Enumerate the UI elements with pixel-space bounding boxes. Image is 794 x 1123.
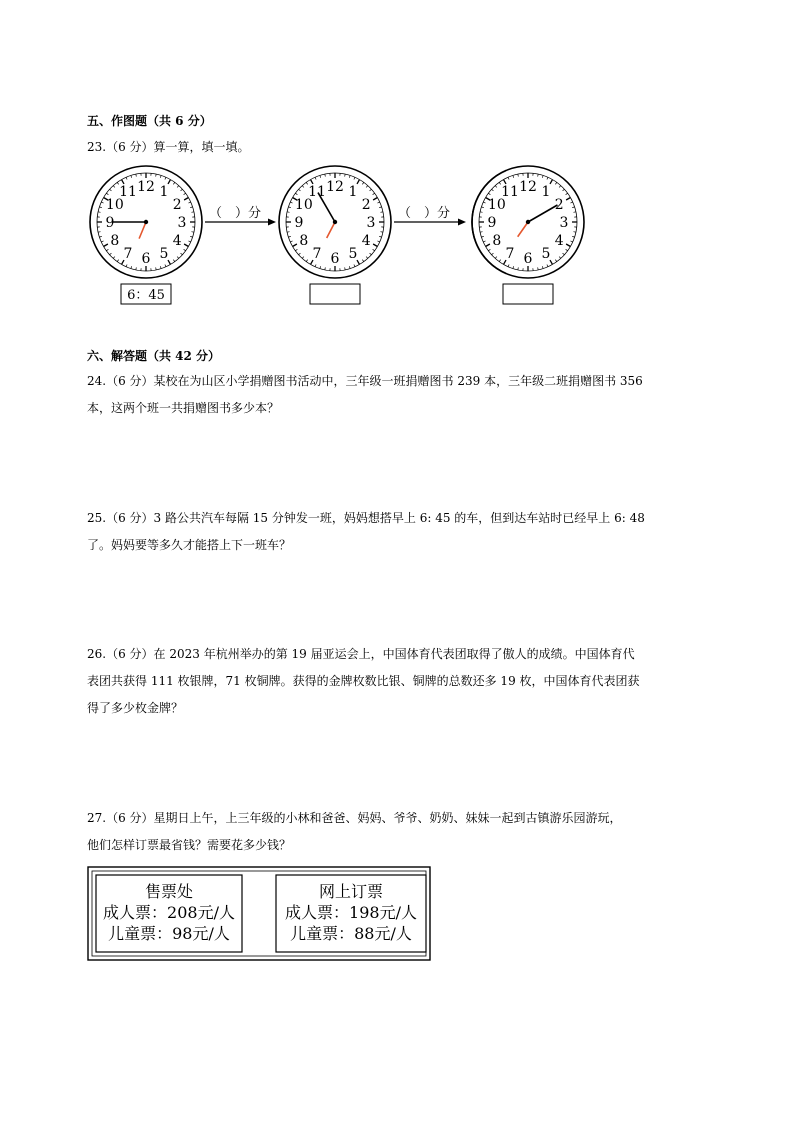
clock-3-tick [563, 189, 565, 191]
arrow-1-head [268, 219, 276, 226]
clock-2-tick [373, 244, 377, 247]
clock-2-tick [320, 175, 321, 177]
clock-1-tick [113, 186, 115, 188]
clock-1-tick [99, 207, 101, 208]
clock-3-tick [518, 267, 519, 269]
clock-3-tick [481, 236, 483, 237]
clock-2-tick [366, 257, 368, 259]
clock-1-tick [104, 244, 108, 247]
clock-3-tick [495, 257, 497, 259]
clock-1-number: 1 [159, 183, 169, 200]
clock-1-number: 11 [119, 183, 137, 200]
clock-1-tick [117, 260, 118, 262]
section-5-heading: 五、作图题（共 6 分） [87, 114, 212, 128]
clock-2-number: 11 [308, 183, 326, 200]
clock-1-tick [106, 193, 108, 194]
clock-3-tick [481, 207, 483, 208]
clock-2-number: 8 [299, 233, 309, 249]
clock-3-minute-hand [528, 205, 557, 222]
clock-2-minute-hand [318, 193, 335, 222]
clock-2-tick [362, 260, 363, 262]
online-ticket-box [276, 875, 426, 952]
clock-2-number: 6 [330, 251, 340, 267]
clock-2-tick [302, 186, 304, 188]
clock-3-tick [547, 177, 548, 179]
clock-1-tick [184, 193, 186, 194]
clock-1-tick [188, 241, 190, 242]
clock-3-tick [499, 260, 500, 262]
clock-1-tick [181, 253, 183, 255]
clock-3-tick [513, 175, 514, 177]
question-24-line-1: 24.（6 分）某校在为山区小学捐赠图书活动中，三年级一班捐赠图书 239 本，三年级二班捐赠图书 356 [87, 374, 643, 388]
clock-2-tick [362, 182, 363, 184]
clock-1-tick [156, 174, 157, 176]
clock-1-tick [136, 174, 137, 176]
clock-2-number: 10 [294, 197, 313, 213]
clock-3-tick [566, 244, 570, 247]
clock-1-tick [106, 249, 108, 250]
clock-1-tick [131, 175, 132, 177]
clock-2-tick [345, 174, 346, 176]
clock-3-tick [480, 212, 482, 213]
clock-2-tick [320, 266, 321, 268]
clock-3-tick [513, 266, 514, 268]
clock-1-tick [165, 177, 166, 179]
clock-3-tick [566, 249, 568, 250]
clock-2-tick [373, 198, 377, 201]
clock-1-tick [110, 253, 112, 255]
clock-1-tick [184, 244, 188, 247]
arrow-1 [205, 206, 276, 226]
clock-1-tick [101, 241, 103, 242]
clock-2-number: 4 [361, 233, 371, 249]
clock-1-number: 4 [172, 233, 182, 249]
clock-3-number: 2 [554, 197, 564, 213]
clock-1-number: 2 [172, 197, 182, 213]
clock-3-tick [573, 232, 575, 233]
clock-2-tick [349, 175, 350, 177]
clock-3-tick [483, 202, 485, 203]
clock-1-tick [173, 260, 174, 262]
question-26 [87, 641, 715, 722]
clock-1-tick [113, 257, 115, 259]
clock-3-number: 9 [487, 215, 497, 231]
question-27-line-1: 27.（6 分）星期日上午，上三年级的小林和爸爸、妈妈、爷爷、奶奶、妹妹一起到古镇游乐园游玩， [87, 811, 622, 825]
clock-2-tick [325, 174, 326, 176]
clock-2-tick [370, 253, 372, 255]
clock-3-tick [538, 174, 539, 176]
clock-2-tick [315, 177, 316, 179]
clock-1-number: 3 [177, 215, 187, 231]
clock-2-tick [290, 241, 292, 242]
clock-3-number: 11 [501, 183, 519, 200]
time-box-2[interactable] [310, 284, 360, 304]
clock-1-tick [177, 257, 179, 259]
clock-2-number: 2 [361, 197, 371, 213]
clock-3-tick [508, 177, 509, 179]
question-24 [87, 368, 715, 422]
question-25-line-2: 了。妈妈要等多久才能搭上下一班车？ [87, 538, 292, 552]
clock-1-tick [126, 177, 127, 179]
clock-3-tick [480, 232, 482, 233]
clock-1-number: 12 [137, 179, 155, 195]
clock-2-tick [354, 264, 355, 266]
clock-3-tick [488, 249, 490, 250]
clock-1-tick [136, 267, 137, 269]
clock-2-tick [325, 267, 326, 269]
clock-2-number: 3 [366, 215, 376, 231]
clock-3-tick [559, 186, 561, 188]
clock-3-tick [542, 266, 543, 268]
clock-3-tick [495, 186, 497, 188]
clock-3-tick [572, 207, 574, 208]
ticket-office-box [96, 875, 242, 952]
clock-2-tick [349, 266, 350, 268]
clock-2-tick [287, 232, 289, 233]
clock-3-tick [555, 260, 556, 262]
clock-3-tick [518, 174, 519, 176]
clock-3-tick [486, 244, 490, 247]
clock-3-diagram [470, 160, 586, 310]
clock-1-center-dot [144, 220, 148, 224]
clock-1-tick [184, 198, 188, 201]
clock-3-tick [492, 253, 494, 255]
question-27 [87, 805, 715, 859]
clock-3-tick [542, 175, 543, 177]
clock-1-number: 9 [105, 215, 115, 231]
ticket-office-title: 售票处 [144, 882, 194, 901]
clock-2-tick [380, 212, 382, 213]
question-27-line-2: 他们怎样订票最省钱？需要花多少钱？ [87, 838, 292, 852]
clock-2-tick [288, 207, 290, 208]
clock-2-number: 12 [326, 179, 344, 195]
clock-1-tick [177, 186, 179, 188]
clock-2-tick [295, 249, 297, 250]
clock-3-tick [573, 212, 575, 213]
clock-2-tick [299, 253, 301, 255]
question-25 [87, 505, 715, 559]
clock-3-tick [483, 241, 485, 242]
clock-2-center-dot [333, 220, 337, 224]
clock-1-tick [131, 266, 132, 268]
arrow-2-label: （ ）分 [398, 206, 451, 221]
question-23: 23.（6 分）算一算，填一填。 [87, 140, 250, 154]
clock-2-tick [295, 193, 297, 194]
clock-1-tick [110, 189, 112, 191]
clock-3-tick [488, 193, 490, 194]
clock-1-number: 8 [110, 233, 120, 249]
clock-2-tick [373, 193, 375, 194]
question-25-line-1: 25.（6 分）3 路公共汽车每隔 15 分钟发一班，妈妈想搭早上 6: 45 的车，但到达车站时已经早上 6: 48 [87, 511, 645, 525]
clock-2-tick [306, 260, 307, 262]
clock-1-tick [98, 232, 100, 233]
clock-2-tick [287, 212, 289, 213]
clock-1-tick [101, 202, 103, 203]
clock-3-number: 7 [505, 246, 515, 263]
clock-3-hour-hand [518, 222, 528, 237]
clock-2-tick [290, 202, 292, 203]
clock-1-tick [181, 189, 183, 191]
clock-1-tick [190, 236, 192, 237]
ticket-office-adult: 成人票：208元/人 [103, 903, 235, 922]
clock-2-number: 9 [294, 215, 304, 231]
clock-1-tick [173, 182, 174, 184]
clock-2-number: 5 [348, 246, 358, 263]
question-26-line-2: 表团共获得 111 枚银牌，71 枚铜牌。获得的金牌枚数比银、铜牌的总数还多 19 枚，中国体育代表团获 [87, 674, 640, 688]
clock-3-number: 8 [492, 233, 502, 249]
question-26-line-1: 26.（6 分）在 2023 年杭州举办的第 19 届亚运会上，中国体育代表团取得了傲人的成绩。中国体育代 [87, 647, 635, 661]
clock-3-tick [572, 236, 574, 237]
clock-3-tick [563, 253, 565, 255]
clock-2-tick [377, 241, 379, 242]
clock-3-number: 5 [541, 246, 551, 263]
clock-2-tick [380, 232, 382, 233]
clock-3-tick [559, 257, 561, 259]
clock-diagram [86, 160, 506, 310]
arrow-1-label: （ ）分 [209, 206, 262, 221]
clock-1-number: 7 [123, 246, 133, 263]
clock-2-number: 7 [312, 246, 322, 263]
ticket-office-child: 儿童票：98元/人 [108, 924, 230, 943]
clock-2-tick [377, 202, 379, 203]
question-26-line-3: 得了多少枚金牌？ [87, 701, 184, 715]
clock-3-tick [555, 182, 556, 184]
clock-3-tick [492, 189, 494, 191]
online-ticket-title: 网上订票 [318, 882, 384, 901]
clock-1-tick [191, 212, 193, 213]
clock-1-tick [165, 264, 166, 266]
clock-2-tick [315, 264, 316, 266]
clock-3-number: 10 [487, 197, 506, 213]
clock-3-number: 3 [559, 215, 569, 231]
clock-3-tick [547, 264, 548, 266]
clock-3-tick [538, 267, 539, 269]
clock-3-tick [570, 241, 572, 242]
clock-1-tick [156, 267, 157, 269]
clock-2 [279, 166, 391, 278]
clock-2-tick [373, 249, 375, 250]
clock-3-tick [566, 193, 568, 194]
clock-2-hour-hand [327, 222, 335, 238]
arrow-2 [394, 206, 466, 226]
clock-2-tick [299, 189, 301, 191]
clock-1-tick [99, 236, 101, 237]
clock-1-tick [184, 249, 186, 250]
clock-2-tick [345, 267, 346, 269]
clock-2-tick [354, 177, 355, 179]
question-24-line-2: 本，这两个班一共捐赠图书多少本？ [87, 401, 280, 415]
clock-1-tick [160, 175, 161, 177]
clock-2-tick [379, 236, 381, 237]
arrow-2-head [458, 219, 466, 226]
clock-2-tick [379, 207, 381, 208]
clock-2-tick [366, 186, 368, 188]
clock-2-tick [288, 236, 290, 237]
section-6-heading: 六、解答题（共 42 分） [87, 349, 221, 363]
clock-2-tick [302, 257, 304, 259]
clock-3-number: 4 [554, 233, 564, 249]
clock-3-center-dot [526, 220, 530, 224]
clock-2-number: 1 [348, 183, 358, 200]
clock-3-tick [566, 198, 570, 201]
clock-1-tick [160, 266, 161, 268]
clock-2-tick [293, 244, 297, 247]
clock-1-tick [191, 232, 193, 233]
clock-1-number: 10 [105, 197, 124, 213]
online-ticket-adult: 成人票：198元/人 [285, 903, 417, 922]
clock-3-tick [508, 264, 509, 266]
ticket-price-figure [87, 866, 433, 962]
clock-1-tick [98, 212, 100, 213]
clock-3-number: 12 [519, 179, 537, 195]
clock-2-tick [370, 189, 372, 191]
clock-1 [90, 166, 202, 278]
clock-3-number: 1 [541, 183, 551, 200]
clock-1-tick [126, 264, 127, 266]
clock-3-number: 6 [523, 251, 533, 267]
clock-1-tick [190, 207, 192, 208]
clock-1-hour-hand [139, 222, 146, 239]
clock-3-tick [570, 202, 572, 203]
time-box-3[interactable] [503, 284, 553, 304]
time-box-1-value: 6：45 [127, 288, 165, 303]
clock-1-number: 6 [141, 251, 151, 267]
online-ticket-child: 儿童票：88元/人 [290, 924, 412, 943]
clock-1-tick [188, 202, 190, 203]
clock-1-number: 5 [159, 246, 169, 263]
